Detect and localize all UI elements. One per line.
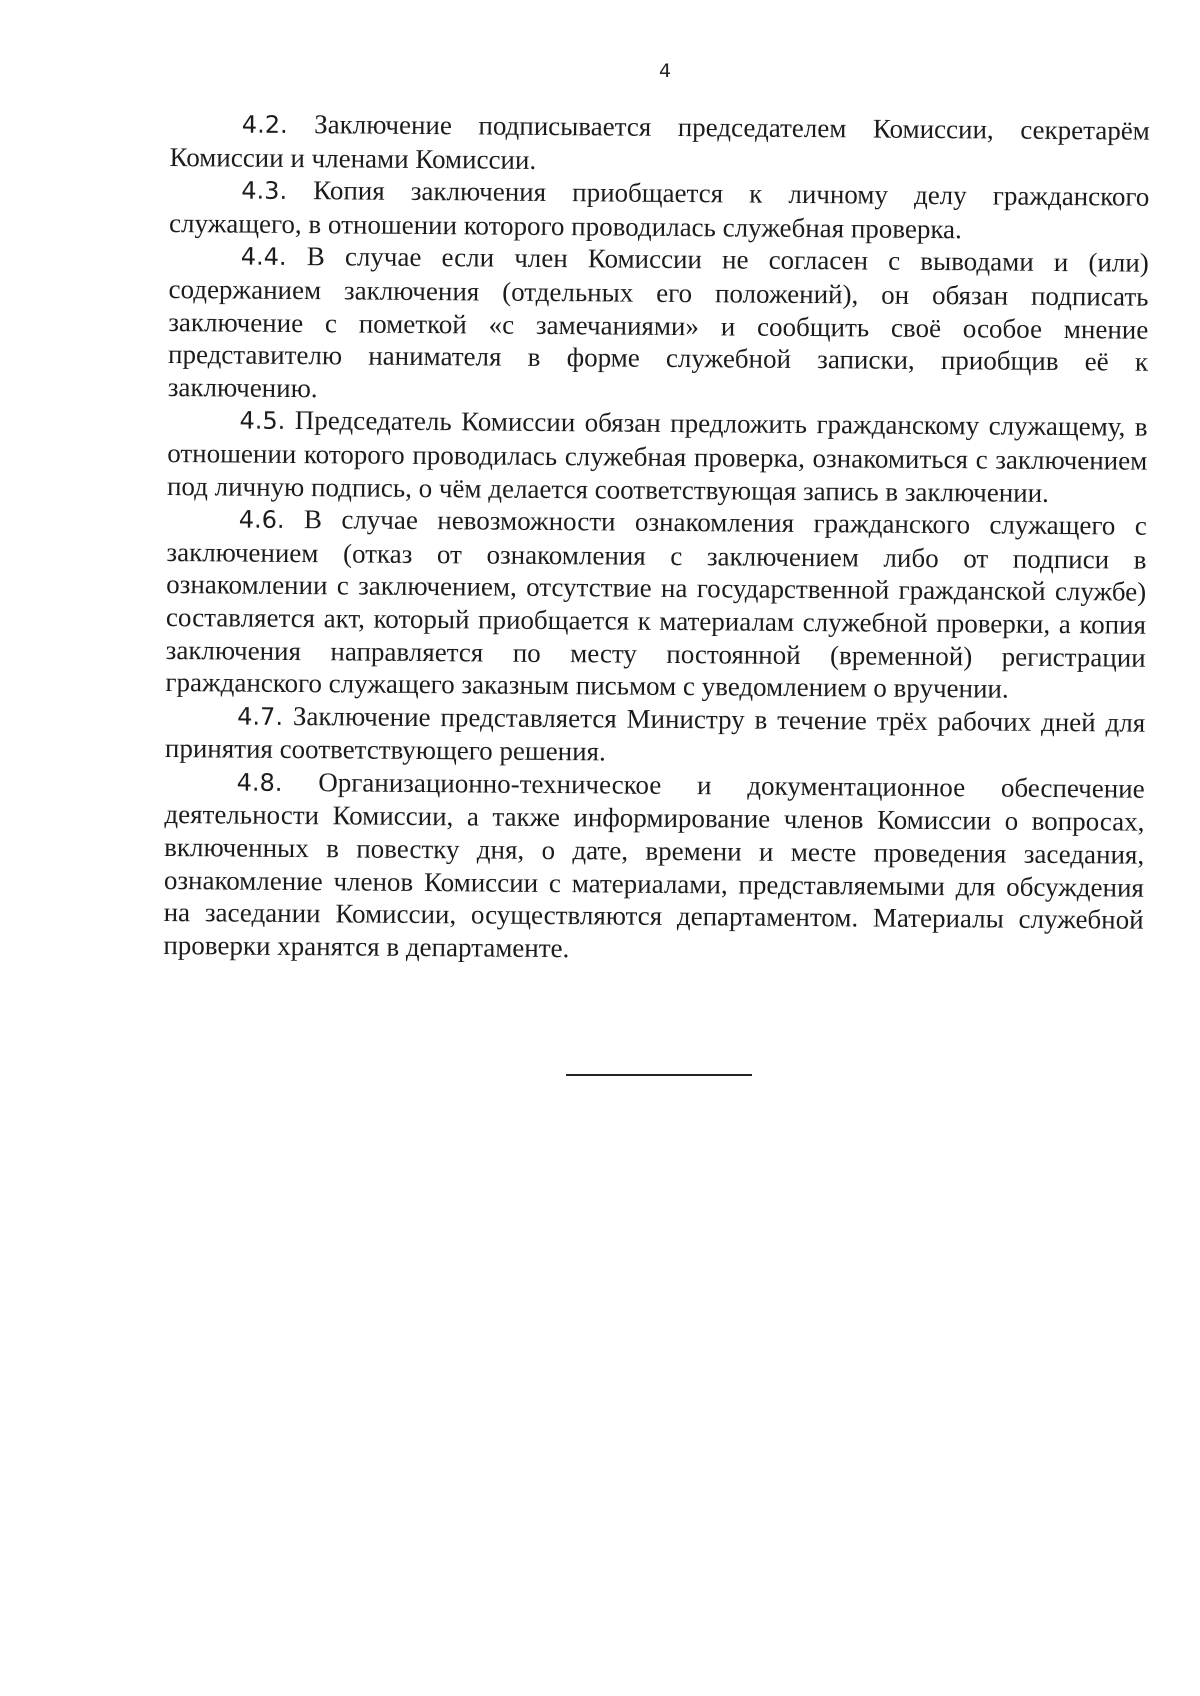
paragraph-number: 4.8. (236, 768, 283, 797)
paragraph-text: В случае если член Комиссии не согласен с выводами и (или) содержанием заключения (отдельных его положений), он обязан подписать заключение с пометкой «с замечаниями» и сообщить своё особое мнение представителю нанимателя в форме служебной записки, приобщив её к заключению. (167, 241, 1149, 403)
paragraph-text: Председатель Комиссии обязан предложить гражданскому служащему, в отношении которого проводилась служебная проверка, ознакомиться с заключением под личную подпись, о чём делается соответствующая запись в заключении. (166, 405, 1148, 508)
paragraph-4-6 (165, 502, 1147, 706)
paragraph-4-3 (169, 173, 1149, 247)
paragraph-text: Заключение представляется Министру в течение трёх рабочих дней для принятия соответствующего решения. (164, 700, 1146, 767)
paragraph-4-2 (169, 107, 1149, 181)
paragraph-number: 4.2. (241, 110, 288, 139)
paragraph-number: 4.7. (237, 702, 284, 731)
paragraph-text: Копия заключения приобщается к личному делу гражданского служащего, в отношении которого проводилась служебная проверка. (168, 175, 1150, 245)
paragraph-4-7 (165, 699, 1145, 773)
document-body (163, 107, 1150, 969)
paragraph-text: Организационно-техническое и документационное обеспечение деятельности Комиссии, а также информирование членов Комиссии о вопросах, включенных в повестку дня, о дате, времени и месте проведения заседания, ознакомление членов Комиссии с материалами, представляемыми для обсуждения на заседании Комиссии, осуществляются департаментом. Материалы служебной проверки хранятся в департаменте. (163, 767, 1145, 964)
paragraph-number: 4.4. (240, 242, 287, 272)
paragraph-4-8 (163, 765, 1145, 969)
page-number: 4 (658, 60, 672, 82)
paragraph-4-4 (168, 239, 1149, 411)
paragraph-number: 4.5. (239, 406, 286, 436)
paragraph-text: В случае невозможности ознакомления гражданского служащего с заключением (отказ от ознакомления с заключением либо от подписи в ознакомлении с заключением, отсутствие на государственной гражданской службе) составляется акт, который приобщается к материалам служебной проверки, а копия заключения направляется по месту постоянной (временной) регистрации гражданского служащего заказным письмом с уведомлением о вручении. (165, 504, 1147, 704)
end-of-document-rule (566, 1074, 752, 1076)
paragraph-number: 4.6. (238, 505, 285, 535)
paragraph-number: 4.3. (241, 176, 288, 206)
paragraph-text: Заключение подписывается председателем Комиссии, секретарём Комиссии и членами Комиссии. (169, 109, 1150, 175)
paragraph-4-5 (167, 403, 1148, 509)
